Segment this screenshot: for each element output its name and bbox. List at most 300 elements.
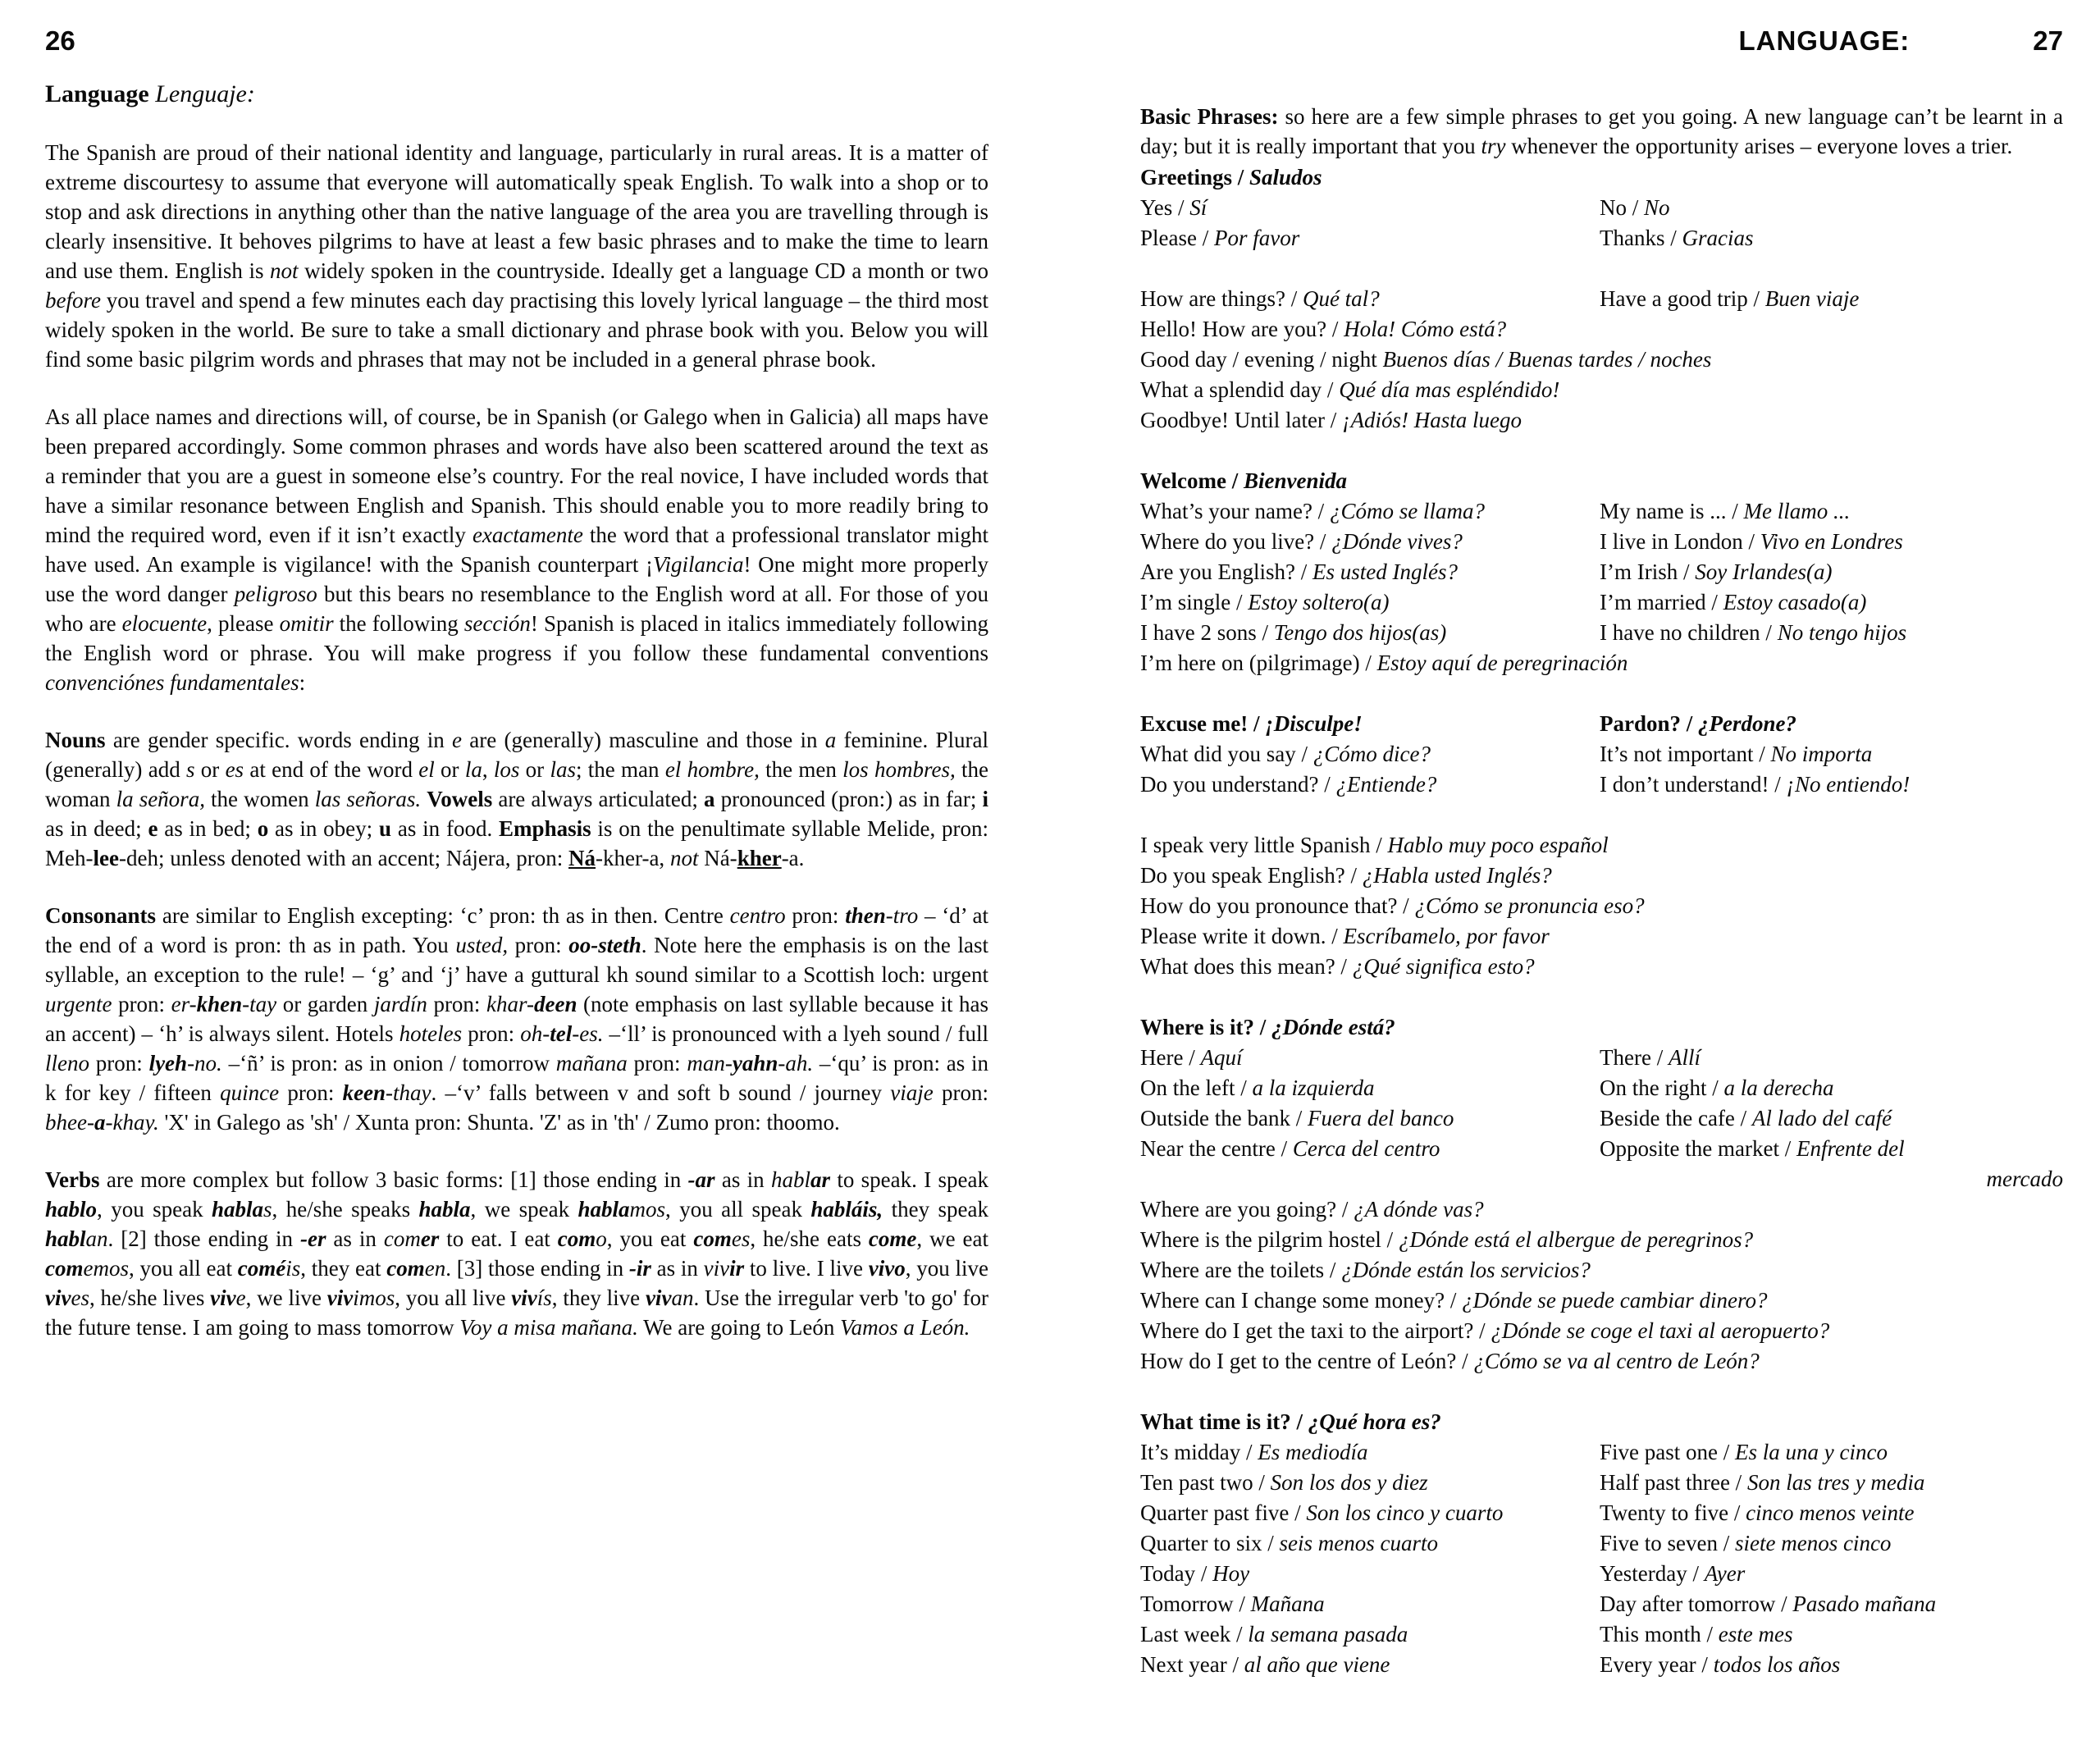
text-run: to eat. I eat xyxy=(439,1226,558,1251)
phrase-continuation xyxy=(1987,1167,2063,1191)
text-run: Twenty to five / xyxy=(1600,1500,1746,1525)
text-run: Five to seven / xyxy=(1600,1531,1735,1555)
text-run: the woman xyxy=(45,757,988,811)
text-run: , he/she speaks xyxy=(272,1197,419,1222)
text-run: mos xyxy=(629,1197,666,1222)
text-run: yahn xyxy=(732,1051,778,1076)
text-run: Outside the bank / xyxy=(1140,1106,1308,1130)
phrase-right-column xyxy=(1600,1103,1892,1134)
phrase-right-column xyxy=(1600,618,1906,648)
text-run: On the right / xyxy=(1600,1076,1724,1100)
text-run: No importa xyxy=(1770,742,1873,766)
phrase-row xyxy=(1140,709,2063,739)
text-run: , he/she lives xyxy=(89,1286,211,1310)
text-run: I’m Irish / xyxy=(1600,559,1696,584)
text-run: the men xyxy=(759,757,843,782)
text-run: Pasado mañana xyxy=(1792,1592,1937,1616)
phrase-left-column xyxy=(1140,496,1485,527)
phrase-sections xyxy=(1140,162,2063,1680)
text-run: lleno xyxy=(45,1051,89,1076)
phrase-row xyxy=(1140,284,2063,314)
section-heading xyxy=(1140,1012,1395,1043)
text-run: Near the centre / xyxy=(1140,1136,1293,1161)
text-run: as in food. xyxy=(391,816,500,841)
phrase-full xyxy=(1140,921,1550,952)
text-run: . Use the irregular verb 'to go' for the future tense. I am going to mass tomorrow xyxy=(45,1286,988,1340)
phrase-row xyxy=(1140,1134,2063,1164)
text-run: are more complex but follow 3 basic forms: [1] those ending in xyxy=(99,1167,688,1192)
phrase-row xyxy=(1140,921,2063,952)
phrase-row xyxy=(1140,1346,2063,1377)
text-run: los xyxy=(493,757,520,782)
text-run: What a splendid day / xyxy=(1140,377,1340,402)
text-run: Last week / xyxy=(1140,1622,1249,1646)
text-run: bhee- xyxy=(45,1110,94,1135)
phrase-row xyxy=(1140,648,2063,678)
phrase-left-column xyxy=(1140,223,1299,253)
text-run: es xyxy=(71,1286,89,1310)
text-run: . [3] those ending in xyxy=(445,1256,629,1281)
text-run: Please write it down. / xyxy=(1140,924,1344,948)
text-run: as in obey; xyxy=(268,816,379,841)
phrase-row xyxy=(1140,1194,2063,1225)
text-run: Buen viaje xyxy=(1764,286,1860,311)
phrase-row xyxy=(1140,739,2063,770)
text-run: What did you say / xyxy=(1140,742,1313,766)
text-run: Al lado del café xyxy=(1751,1106,1892,1130)
text-run: as in xyxy=(651,1256,704,1281)
text-run: No tengo hijos xyxy=(1777,620,1907,645)
phrase-right-column xyxy=(1600,770,1910,800)
text-run: es xyxy=(225,757,244,782)
phrase-row xyxy=(1140,1468,2063,1498)
text-run: Have a good trip / xyxy=(1600,286,1765,311)
text-run: are always articulated; xyxy=(492,787,705,811)
text-run: habl xyxy=(770,1167,810,1192)
text-run: Excuse me! / xyxy=(1140,711,1266,736)
text-run: Cerca del centro xyxy=(1292,1136,1440,1161)
text-run: oo-steth xyxy=(568,933,641,957)
phrase-row xyxy=(1140,952,2063,982)
text-run: Gracias xyxy=(1682,226,1754,250)
text-run: Vowels xyxy=(427,787,493,811)
text-run: ¿Qué significa esto? xyxy=(1352,954,1535,979)
phrase-left-column xyxy=(1140,1073,1374,1103)
text-run: u xyxy=(378,816,392,841)
text-run: quince xyxy=(220,1080,280,1105)
text-run: Nouns xyxy=(45,728,106,752)
text-run: Ná xyxy=(568,846,596,870)
text-run: I have no children / xyxy=(1600,620,1778,645)
text-run: ¿Perdone? xyxy=(1698,711,1796,736)
phrase-row xyxy=(1140,1589,2063,1619)
text-run: Beside the cafe / xyxy=(1600,1106,1752,1130)
text-run: Half past three / xyxy=(1600,1470,1747,1495)
text-run: viv xyxy=(210,1286,236,1310)
phrase-row xyxy=(1140,314,2063,345)
text-run: usted, xyxy=(455,933,509,957)
text-run: la señora, xyxy=(116,787,205,811)
text-run: -tro xyxy=(885,903,919,928)
phrase-right-column xyxy=(1600,1559,1745,1589)
text-run: Today / xyxy=(1140,1561,1213,1586)
text-run: Voy a misa mañana. xyxy=(459,1315,638,1340)
right-page xyxy=(1140,25,2063,1680)
text-run: com xyxy=(45,1256,84,1281)
phrase-right-column xyxy=(1600,739,1872,770)
text-run: then xyxy=(845,903,886,928)
text-run: ¿Dónde está? xyxy=(1271,1015,1395,1039)
phrase-row xyxy=(1140,193,2063,223)
phrase-row xyxy=(1140,1043,2063,1073)
phrase-right-column xyxy=(1600,1619,1792,1650)
text-run: exactamente xyxy=(472,523,583,547)
phrase-full xyxy=(1140,891,1645,921)
phrase-row xyxy=(1140,375,2063,405)
text-run: habláis, xyxy=(810,1197,883,1222)
text-run: ¿Qué hora es? xyxy=(1308,1409,1441,1434)
text-run: What time is it? / xyxy=(1140,1409,1308,1434)
phrase-left-column xyxy=(1140,618,1446,648)
text-run: Son los cinco y cuarto xyxy=(1306,1500,1504,1525)
text-run: er- xyxy=(171,992,197,1016)
text-run: -kher-a, xyxy=(596,846,670,870)
section-heading-row xyxy=(1140,1407,2063,1437)
text-run: Allí xyxy=(1668,1045,1701,1070)
text-run: e xyxy=(148,816,158,841)
phrase-row xyxy=(1140,861,2063,891)
text-run: Estoy soltero(a) xyxy=(1248,590,1390,614)
text-run: ir xyxy=(729,1256,745,1281)
phrase-row xyxy=(1140,405,2063,436)
text-run: al año que viene xyxy=(1244,1652,1390,1677)
phrase-right-column xyxy=(1600,1073,1833,1103)
phrase-left-column xyxy=(1140,193,1207,223)
phrase-left-column xyxy=(1140,557,1458,587)
text-run: Where is the pilgrim hostel / xyxy=(1140,1227,1399,1252)
phrase-right-column xyxy=(1600,587,1866,618)
text-run: –‘ll’ is pronounced with a lyeh sound / full xyxy=(603,1021,988,1046)
text-run: I’m married / xyxy=(1600,590,1723,614)
text-run: Consonants xyxy=(45,903,157,928)
phrase-full xyxy=(1140,1346,1760,1377)
text-run: habla xyxy=(418,1197,471,1222)
text-run: pron: xyxy=(627,1051,687,1076)
text-run: What does this mean? / xyxy=(1140,954,1353,979)
phrase-row xyxy=(1140,345,2063,375)
text-run: lee xyxy=(93,846,119,870)
text-run: an xyxy=(85,1226,108,1251)
text-run: Language xyxy=(45,80,156,107)
text-run: -tay xyxy=(242,992,277,1016)
language-heading xyxy=(45,79,988,110)
phrase-row xyxy=(1140,587,2063,618)
phrase-row xyxy=(1140,1255,2063,1286)
text-run: pron: xyxy=(112,992,171,1016)
text-run: Tengo dos hijos(as) xyxy=(1273,620,1447,645)
phrase-left-column xyxy=(1140,587,1389,618)
text-run: Bienvenida xyxy=(1243,468,1347,493)
text-run: How do I get to the centre of León? / xyxy=(1140,1349,1474,1373)
text-run: ¿Dónde se coge el taxi al aeropuerto? xyxy=(1491,1318,1830,1343)
text-run: Ayer xyxy=(1704,1561,1746,1586)
text-run: We are going to León xyxy=(637,1315,841,1340)
text-run: pron: xyxy=(933,1080,988,1105)
text-run: , you all eat xyxy=(129,1256,238,1281)
text-run: as in deed; xyxy=(45,816,148,841)
phrase-left-column xyxy=(1140,1559,1249,1589)
text-run: lyeh xyxy=(148,1051,188,1076)
text-run: las señoras. xyxy=(314,787,422,811)
phrase-left-column xyxy=(1140,1134,1440,1164)
text-run: s xyxy=(263,1197,272,1222)
text-run: are similar to English excepting: ‘c’ pron: th as in then. Centre xyxy=(156,903,730,928)
basic-phrases-intro xyxy=(1140,102,2063,161)
right-page-title: LANGUAGE: xyxy=(1738,25,1911,56)
phrase-left-column xyxy=(1140,1528,1438,1559)
text-run: or garden xyxy=(276,992,374,1016)
phrase-row xyxy=(1140,1316,2063,1346)
text-run: Quarter to six / xyxy=(1140,1531,1280,1555)
text-run: widely spoken in the countryside. Ideally get a language CD a month or two xyxy=(298,258,988,283)
text-run: you travel and spend a few minutes each day practising this lovely lyrical language – the third most widely spoken in the world. Be sure to take a small dictionary and phrase book with you. Below you will find some basic pilgrim words and phrases that may not be included in a general phrase book. xyxy=(45,288,988,372)
para-national-identity xyxy=(45,138,988,374)
text-run: ¿Cómo se pronuncia eso? xyxy=(1414,893,1645,918)
text-run: viv xyxy=(645,1286,672,1310)
text-run: Opposite the market / xyxy=(1600,1136,1796,1161)
text-run: pron: xyxy=(508,933,569,957)
text-run: whenever the opportunity arises – everyone loves a trier. xyxy=(1505,134,2013,158)
phrase-right-column xyxy=(1600,709,1796,739)
text-run: or xyxy=(194,757,226,782)
text-run: Day after tomorrow / xyxy=(1600,1592,1793,1616)
phrase-right-column xyxy=(1600,284,1859,314)
text-run: a la izquierda xyxy=(1252,1076,1375,1100)
text-run: ¿Cómo se va al centro de León? xyxy=(1473,1349,1760,1373)
text-run: Hello! How are you? / xyxy=(1140,317,1344,341)
text-run: Emphasis xyxy=(499,816,591,841)
text-run: es xyxy=(731,1226,751,1251)
text-run: , we eat xyxy=(916,1226,988,1251)
text-run: or xyxy=(434,757,465,782)
text-run: I speak very little Spanish / xyxy=(1140,833,1388,857)
text-run: la xyxy=(464,757,482,782)
phrase-full xyxy=(1140,375,1559,405)
text-run: ¡Disculpe! xyxy=(1265,711,1363,736)
phrase-full xyxy=(1140,830,1609,861)
text-run: or xyxy=(519,757,550,782)
text-run: com xyxy=(693,1226,732,1251)
text-run: jardín xyxy=(373,992,427,1016)
phrase-right-column xyxy=(1600,1589,1936,1619)
phrase-section xyxy=(1140,1012,2063,1377)
text-run: Soy Irlandes(a) xyxy=(1695,559,1833,584)
text-run: -er xyxy=(300,1226,326,1251)
text-run: , you live xyxy=(905,1256,988,1281)
phrase-right-column xyxy=(1600,1043,1701,1073)
right-page-number: 27 xyxy=(2033,25,2063,56)
text-run: The Spanish are proud of their national identity and language, particularly in rural areas. It is a matter of extreme discourtesy to assume that everyone will automatically speak English. To walk into a shop or to stop and ask directions in anything other than the native language of the area you are travelling through is clearly insensitive. It behoves pilgrims to have at least a few basic phrases and to make the time to learn and use them. English is xyxy=(45,140,988,283)
text-run: ¿Dónde se puede cambiar dinero? xyxy=(1462,1288,1768,1313)
phrase-section xyxy=(1140,284,2063,436)
phrase-full xyxy=(1140,405,1522,436)
text-run: Vigilancia xyxy=(653,552,744,577)
text-run: Here / xyxy=(1140,1045,1201,1070)
text-run: ¿Habla usted Inglés? xyxy=(1362,863,1552,888)
phrase-full xyxy=(1140,314,1506,345)
text-run: Lenguaje: xyxy=(155,80,255,107)
phrase-right-column xyxy=(1600,1650,1840,1680)
text-run: Estoy casado(a) xyxy=(1723,590,1867,614)
para-place-names xyxy=(45,402,988,697)
text-run: pron: xyxy=(89,1051,149,1076)
text-run: , xyxy=(482,757,494,782)
text-run: On the left / xyxy=(1140,1076,1253,1100)
phrase-right-column xyxy=(1600,1468,1924,1498)
phrase-left-column xyxy=(1140,1650,1390,1680)
phrase-left-column xyxy=(1140,1437,1368,1468)
text-run: ¿Dónde está el albergue de peregrinos? xyxy=(1398,1227,1754,1252)
phrase-row xyxy=(1140,1286,2063,1316)
phrase-row xyxy=(1140,1103,2063,1134)
phrase-full xyxy=(1140,648,1628,678)
text-run: habl xyxy=(45,1226,86,1251)
text-run: el xyxy=(418,757,435,782)
text-run: a la derecha xyxy=(1723,1076,1834,1100)
text-run: todos los años xyxy=(1713,1652,1841,1677)
text-run: vivo xyxy=(868,1256,906,1281)
text-run: Basic Phrases: xyxy=(1140,104,1279,129)
phrase-row xyxy=(1140,496,2063,527)
text-run: Son los dos y diez xyxy=(1270,1470,1428,1495)
text-run: they speak xyxy=(883,1197,988,1222)
text-run: Sí xyxy=(1189,195,1208,220)
text-run: are (generally) masculine and those in xyxy=(462,728,825,752)
text-run: imos xyxy=(353,1286,395,1310)
text-run: as in xyxy=(326,1226,384,1251)
text-run: khen xyxy=(196,992,243,1016)
text-run: ar xyxy=(810,1167,831,1192)
section-heading-row xyxy=(1140,466,2063,496)
text-run: the women xyxy=(204,787,315,811)
text-run: pronounced (pron:) as in far; xyxy=(714,787,983,811)
text-run: , we live xyxy=(245,1286,327,1310)
text-run: Pardon? / xyxy=(1600,711,1699,736)
text-run: ! Spanish is placed in italics immediately following the English word or phrase. You will make progress if you follow these fundamental conventions xyxy=(45,611,989,665)
text-run: an xyxy=(671,1286,694,1310)
text-run: las xyxy=(550,757,576,782)
text-run: pron: xyxy=(279,1080,343,1105)
text-run: ¿Entiende? xyxy=(1335,772,1437,797)
text-run: –‘qu’ is pron: as in k for key / fifteen xyxy=(45,1051,988,1105)
text-run: hablo xyxy=(45,1197,98,1222)
phrase-right-column xyxy=(1600,1437,1888,1468)
text-run: Ná- xyxy=(698,846,737,870)
text-run: Yes / xyxy=(1140,195,1190,220)
text-run: No xyxy=(1644,195,1670,220)
text-run: Saludos xyxy=(1249,165,1322,190)
text-run: centro xyxy=(729,903,786,928)
text-run: , he/she eats xyxy=(750,1226,869,1251)
text-run: to speak. I speak xyxy=(830,1167,988,1192)
text-run: mañana xyxy=(555,1051,628,1076)
phrase-right-column xyxy=(1600,1134,1905,1164)
phrase-row xyxy=(1140,618,2063,648)
text-run: Do you understand? / xyxy=(1140,772,1336,797)
phrase-section xyxy=(1140,709,2063,800)
phrase-left-column xyxy=(1140,1468,1428,1498)
text-run: viv xyxy=(703,1256,730,1281)
phrase-row xyxy=(1140,1225,2063,1255)
phrase-row xyxy=(1140,770,2063,800)
text-run: viv xyxy=(511,1286,537,1310)
text-run: Next year / xyxy=(1140,1652,1244,1677)
text-run: I’m single / xyxy=(1140,590,1249,614)
text-run: I have 2 sons / xyxy=(1140,620,1274,645)
phrase-right-column xyxy=(1600,496,1850,527)
text-run: ¿Dónde están los servicios? xyxy=(1341,1258,1591,1282)
text-run: Aquí xyxy=(1200,1045,1243,1070)
text-run: , they eat xyxy=(300,1256,387,1281)
phrase-left-column xyxy=(1140,770,1436,800)
text-run: How are things? / xyxy=(1140,286,1303,311)
text-run: viv xyxy=(45,1286,71,1310)
phrase-full xyxy=(1140,345,1711,375)
text-run: Por favor xyxy=(1213,226,1300,250)
text-run: urgente xyxy=(45,992,112,1016)
text-run: ¡Adiós! Hasta luego xyxy=(1341,408,1522,432)
text-run: en xyxy=(424,1256,446,1281)
text-run: Welcome / xyxy=(1140,468,1244,493)
text-run: as in bed; xyxy=(158,816,258,841)
text-run: Every year / xyxy=(1600,1652,1714,1677)
text-run: but this bears no resemblance to the English word at all. For those of you who are xyxy=(45,582,988,636)
text-run: . [2] those ending in xyxy=(107,1226,300,1251)
text-run: . –‘v’ falls between v and soft b sound / journey xyxy=(431,1080,891,1105)
text-run: viaje xyxy=(890,1080,934,1105)
text-run: , you speak xyxy=(97,1197,212,1222)
text-run: man- xyxy=(687,1051,733,1076)
text-run: come xyxy=(868,1226,917,1251)
text-run: Where are the toilets / xyxy=(1140,1258,1342,1282)
section-heading-row xyxy=(1140,162,2063,193)
phrase-row xyxy=(1140,223,2063,253)
phrase-right-column xyxy=(1600,1528,1891,1559)
text-run: -ir xyxy=(628,1256,651,1281)
phrase-left-column xyxy=(1140,527,1463,557)
text-run: ! One might more properly use the word danger xyxy=(45,552,988,606)
text-run: Qué día mas espléndido! xyxy=(1339,377,1560,402)
text-run: Quarter past five / xyxy=(1140,1500,1307,1525)
text-run: tel xyxy=(550,1021,573,1046)
text-run: not xyxy=(669,846,699,870)
text-run: a xyxy=(94,1110,106,1135)
phrase-row xyxy=(1140,1498,2063,1528)
phrase-section xyxy=(1140,162,2063,253)
text-run: How do you pronounce that? / xyxy=(1140,893,1415,918)
phrase-full xyxy=(1140,952,1535,982)
text-run: deen xyxy=(533,992,578,1016)
text-run: , they live xyxy=(551,1286,646,1310)
text-run: com xyxy=(383,1226,421,1251)
text-run: Hoy xyxy=(1212,1561,1250,1586)
text-run: Me llamo ... xyxy=(1743,499,1851,523)
phrase-row xyxy=(1140,1650,2063,1680)
phrase-row xyxy=(1140,1437,2063,1468)
text-run: are gender specific. words ending in xyxy=(105,728,453,752)
text-run: Qué tal? xyxy=(1302,286,1380,311)
text-run: pron: xyxy=(462,1021,521,1046)
